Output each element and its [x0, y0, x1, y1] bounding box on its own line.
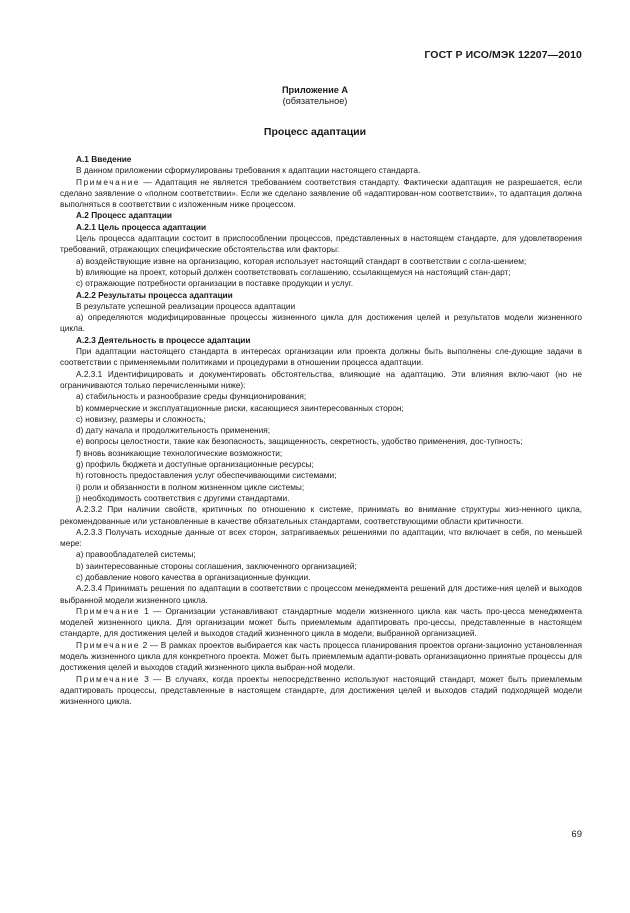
- body-paragraph: А.2.3.4 Принимать решения по адаптации в соответствии с процессом менеджмента решений для достиже-ния целей и выходов выбранной модели жизненного цикла.: [60, 583, 582, 605]
- note-paragraph: [60, 674, 582, 708]
- body-paragraph: А.2.3.1 Идентифицировать и документировать обстоятельства, влияющие на адаптацию. Эти влияния вклю-чают (но не ограничиваются только перечисленными ниже):: [60, 368, 582, 390]
- section-heading: А.2.1 Цель процесса адаптации: [76, 221, 207, 232]
- note-paragraph: [60, 606, 582, 640]
- note-text: 2 — В рамках проектов выбирается как часть процесса планирования проектов органи-зационно установленная модель жизненного цикла для конкретного проекта. Может быть приемлемым адапти-ровать организационно принятые процессы для достижения целей и выходов стадий жизненного цикла выбран-ной модели.: [60, 639, 582, 673]
- body-paragraph: g) профиль бюджета и доступные организационные ресурсы;: [76, 459, 314, 470]
- body-paragraph: При адаптации настоящего стандарта в интересах организации или проекта должны быть выполнены сле-дующие задачи в соответствии с применяемыми политиками и процедурами в отношении процесса адаптации.: [60, 346, 582, 368]
- note-label: Примечание: [76, 605, 141, 616]
- appendix-title: Приложение А: [281, 85, 349, 95]
- body-paragraph: c) отражающие потребности организации в поставке продукции и услуг.: [76, 278, 354, 289]
- body-paragraph: e) вопросы целостности, такие как безопасность, защищенность, секретность, удобство применения, дос-тупность;: [76, 436, 523, 447]
- document-body: [60, 154, 582, 708]
- note-label: Примечание: [76, 673, 141, 684]
- note-paragraph: [60, 640, 582, 674]
- body-paragraph: c) добавление нового качества в организационные функции.: [76, 571, 311, 582]
- body-paragraph: А.2.3.2 При наличии свойств, критичных по отношению к системе, принимать во внимание структуры жиз-ненного цикла, рекомендованные или установленные в качестве обязательных стандартами, соответствующими области критичности.: [60, 504, 582, 526]
- section-title: Процесс адаптации: [263, 126, 367, 138]
- body-paragraph: i) роли и обязанности в полном жизненном цикле системы;: [76, 481, 305, 492]
- section-heading: А.2 Процесс адаптации: [76, 210, 172, 221]
- body-paragraph: Цель процесса адаптации состоит в приспособлении процессов, представленных в настоящем стандарте, для удовлетворения требований, отражающих специфические обстоятельства или факторы:: [60, 233, 582, 255]
- body-paragraph: В данном приложении сформулированы требования к адаптации настоящего стандарта.: [76, 165, 421, 176]
- body-paragraph: h) готовность предоставления услуг обеспечивающими системами;: [76, 470, 337, 481]
- body-paragraph: А.2.3.3 Получать исходные данные от всех сторон, затрагиваемых решениями по адаптации, что включает в себя, по меньшей мере:: [60, 526, 582, 549]
- note-text: — Адаптация не является требованием соответствия стандарту. Фактически адаптация не разрешается, если сделано заявление о «полном соответствии». Если же сделано заявление об «адаптирован-ном соответствии», то адаптация должна выполняться в соответствии с изложенным ниже процессом.: [60, 176, 582, 210]
- note-text: 1 — Организации устанавливают стандартные модели жизненного цикла как часть про-цесса менеджмента моделей жизненного цикла. Для организации может быть приемлемым адаптировать про-цессы, представленные в настоящем стандарте, для достижения целей и выходов стадий жизненного цикла в модели, выбранной организацией.: [60, 605, 582, 639]
- note-label: Примечание: [76, 176, 141, 187]
- note-label: Примечание: [76, 639, 141, 650]
- body-paragraph: а) определяются модифицированные процессы жизненного цикла для достижения целей и результатов модели жизненного цикла.: [60, 312, 582, 334]
- body-paragraph: В результате успешной реализации процесса адаптации: [76, 300, 296, 311]
- note-text: 3 — В случаях, когда проекты непосредственно используют настоящий стандарт, может быть приемлемым адаптировать процессы, представленные в настоящем стандарте, для достижения целей и выходов стадий подходящей модели жизненного цикла.: [60, 673, 582, 707]
- body-paragraph: f) вновь возникающие технологические возможности;: [76, 447, 283, 458]
- body-paragraph: а) правообладателей системы;: [76, 549, 196, 560]
- body-paragraph: а) стабильность и разнообразие среды функционирования;: [76, 391, 307, 402]
- note-paragraph: [60, 177, 582, 211]
- section-heading: А.2.2 Результаты процесса адаптации: [76, 289, 233, 300]
- body-paragraph: c) новизну, размеры и сложность;: [76, 413, 206, 424]
- body-paragraph: b) заинтересованные стороны соглашения, заключенного организацией;: [76, 560, 357, 571]
- body-paragraph: b) коммерческие и эксплуатационные риски, касающиеся заинтересованных сторон;: [76, 402, 404, 413]
- standard-header: ГОСТ Р ИСО/МЭК 12207—2010: [424, 49, 582, 61]
- appendix-subtitle: (обязательное): [282, 96, 348, 106]
- body-paragraph: b) влияющие на проект, который должен соответствовать соглашению, ссылающемуся на настоящий стан-дарт;: [76, 266, 511, 277]
- body-paragraph: d) дату начала и продолжительность применения;: [76, 425, 271, 436]
- body-paragraph: j) необходимость соответствия с другими стандартами.: [76, 492, 290, 503]
- section-heading: А.1 Введение: [76, 154, 132, 164]
- section-heading: А.2.3 Деятельность в процессе адаптации: [76, 334, 251, 345]
- body-paragraph: a) воздействующие извне на организацию, которая использует настоящий стандарт в соответствии с согла-шением;: [76, 255, 527, 266]
- page-number: 69: [571, 829, 582, 840]
